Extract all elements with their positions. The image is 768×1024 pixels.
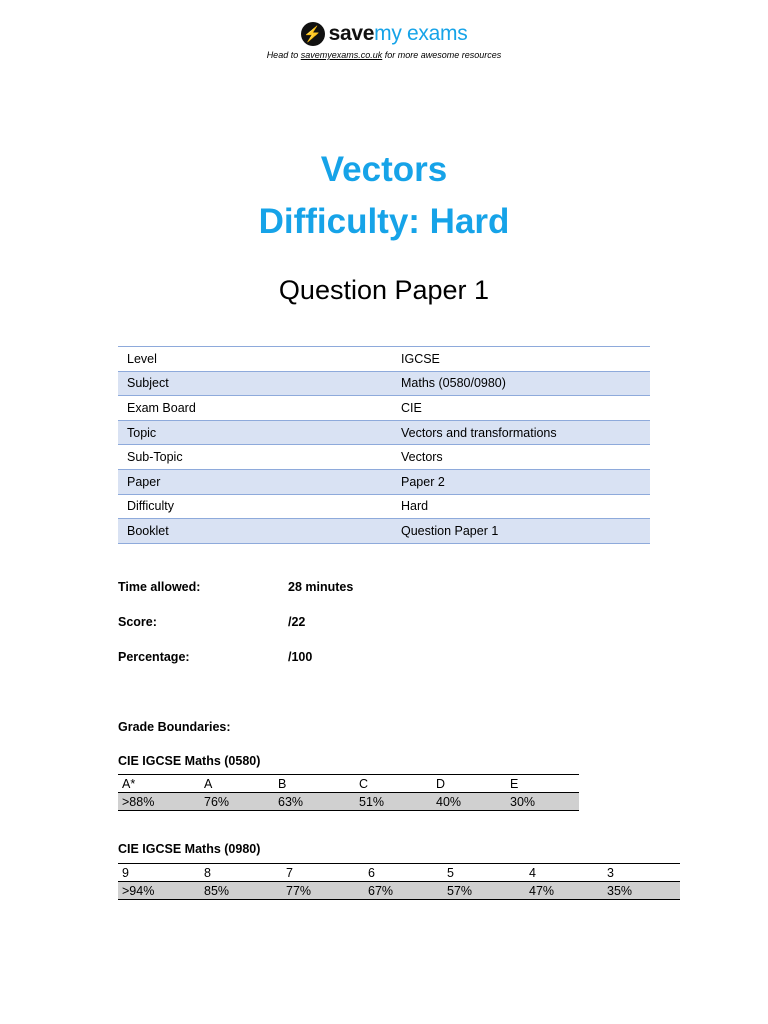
grade-boundaries-heading: Grade Boundaries: bbox=[118, 720, 231, 734]
info-row bbox=[118, 494, 650, 519]
tagline-post: for more awesome resources bbox=[382, 50, 502, 60]
info-label: Exam Board bbox=[118, 396, 392, 421]
info-row bbox=[118, 420, 650, 445]
info-row bbox=[118, 469, 650, 494]
logo-word-myexams: my exams bbox=[374, 22, 468, 45]
stat-value: /22 bbox=[288, 615, 306, 629]
grade-row bbox=[118, 775, 579, 793]
header bbox=[0, 20, 768, 60]
stat-label: Percentage: bbox=[118, 650, 190, 664]
info-value: Vectors and transformations bbox=[392, 420, 650, 445]
info-label: Sub-Topic bbox=[118, 445, 392, 470]
grade-row bbox=[118, 864, 680, 882]
info-value: Paper 2 bbox=[392, 469, 650, 494]
info-value: Maths (0580/0980) bbox=[392, 371, 650, 396]
percent-row bbox=[118, 882, 680, 900]
percent-cell: 77% bbox=[282, 882, 364, 900]
paper-subtitle: Question Paper 1 bbox=[278, 275, 490, 305]
percent-cell: 67% bbox=[364, 882, 443, 900]
grade-cell: 6 bbox=[364, 864, 443, 882]
grade-table-0580-title: CIE IGCSE Maths (0580) bbox=[118, 754, 261, 768]
lightning-bolt-icon: ⚡ bbox=[301, 22, 325, 46]
info-value: Hard bbox=[392, 494, 650, 519]
stat-label: Time allowed: bbox=[118, 580, 201, 594]
info-label: Level bbox=[118, 347, 392, 372]
difficulty-title: Difficulty: Hard bbox=[258, 202, 510, 241]
tagline-pre: Head to bbox=[266, 50, 301, 60]
grade-cell: A* bbox=[118, 775, 200, 793]
page-title: Vectors bbox=[320, 150, 448, 189]
tagline bbox=[0, 50, 768, 60]
grade-cell: 9 bbox=[118, 864, 200, 882]
percent-cell: 57% bbox=[443, 882, 525, 900]
info-value: CIE bbox=[392, 396, 650, 421]
info-row bbox=[118, 396, 650, 421]
grade-cell: E bbox=[506, 775, 579, 793]
percent-cell: 30% bbox=[506, 793, 579, 811]
grade-cell: 7 bbox=[282, 864, 364, 882]
percent-cell: 76% bbox=[200, 793, 274, 811]
percent-cell: 35% bbox=[603, 882, 680, 900]
logo-text bbox=[329, 22, 468, 46]
info-label: Booklet bbox=[118, 519, 392, 544]
website-link[interactable]: savemyexams.co.uk bbox=[300, 50, 383, 60]
info-row bbox=[118, 347, 650, 372]
info-row bbox=[118, 445, 650, 470]
info-row bbox=[118, 371, 650, 396]
logo-word-save: save bbox=[328, 22, 375, 45]
stat-value: /100 bbox=[288, 650, 313, 664]
info-value: Vectors bbox=[392, 445, 650, 470]
stat-value: 28 minutes bbox=[288, 580, 354, 594]
stat-row bbox=[118, 580, 354, 594]
stat-label: Score: bbox=[118, 615, 157, 629]
percent-cell: 85% bbox=[200, 882, 282, 900]
percent-row bbox=[118, 793, 579, 811]
grade-cell: A bbox=[200, 775, 274, 793]
grade-cell: 5 bbox=[443, 864, 525, 882]
grade-cell: 3 bbox=[603, 864, 680, 882]
grade-table-0980-title: CIE IGCSE Maths (0980) bbox=[118, 842, 261, 856]
percent-cell: 63% bbox=[274, 793, 355, 811]
grade-table-0980 bbox=[118, 863, 680, 900]
info-table bbox=[118, 346, 650, 544]
percent-cell: 40% bbox=[432, 793, 506, 811]
info-label: Difficulty bbox=[118, 494, 392, 519]
info-label: Paper bbox=[118, 469, 392, 494]
logo[interactable] bbox=[301, 20, 468, 48]
percent-cell: 51% bbox=[355, 793, 432, 811]
info-row bbox=[118, 519, 650, 544]
grade-cell: 4 bbox=[525, 864, 603, 882]
info-label: Topic bbox=[118, 420, 392, 445]
grade-cell: 8 bbox=[200, 864, 282, 882]
grade-cell: D bbox=[432, 775, 506, 793]
stat-row bbox=[118, 615, 306, 629]
info-label: Subject bbox=[118, 371, 392, 396]
grade-table-0580 bbox=[118, 774, 579, 811]
grade-cell: C bbox=[355, 775, 432, 793]
info-value: Question Paper 1 bbox=[392, 519, 650, 544]
percent-cell: >94% bbox=[118, 882, 200, 900]
percent-cell: >88% bbox=[118, 793, 200, 811]
grade-cell: B bbox=[274, 775, 355, 793]
info-value: IGCSE bbox=[392, 347, 650, 372]
stat-row bbox=[118, 650, 313, 664]
percent-cell: 47% bbox=[525, 882, 603, 900]
